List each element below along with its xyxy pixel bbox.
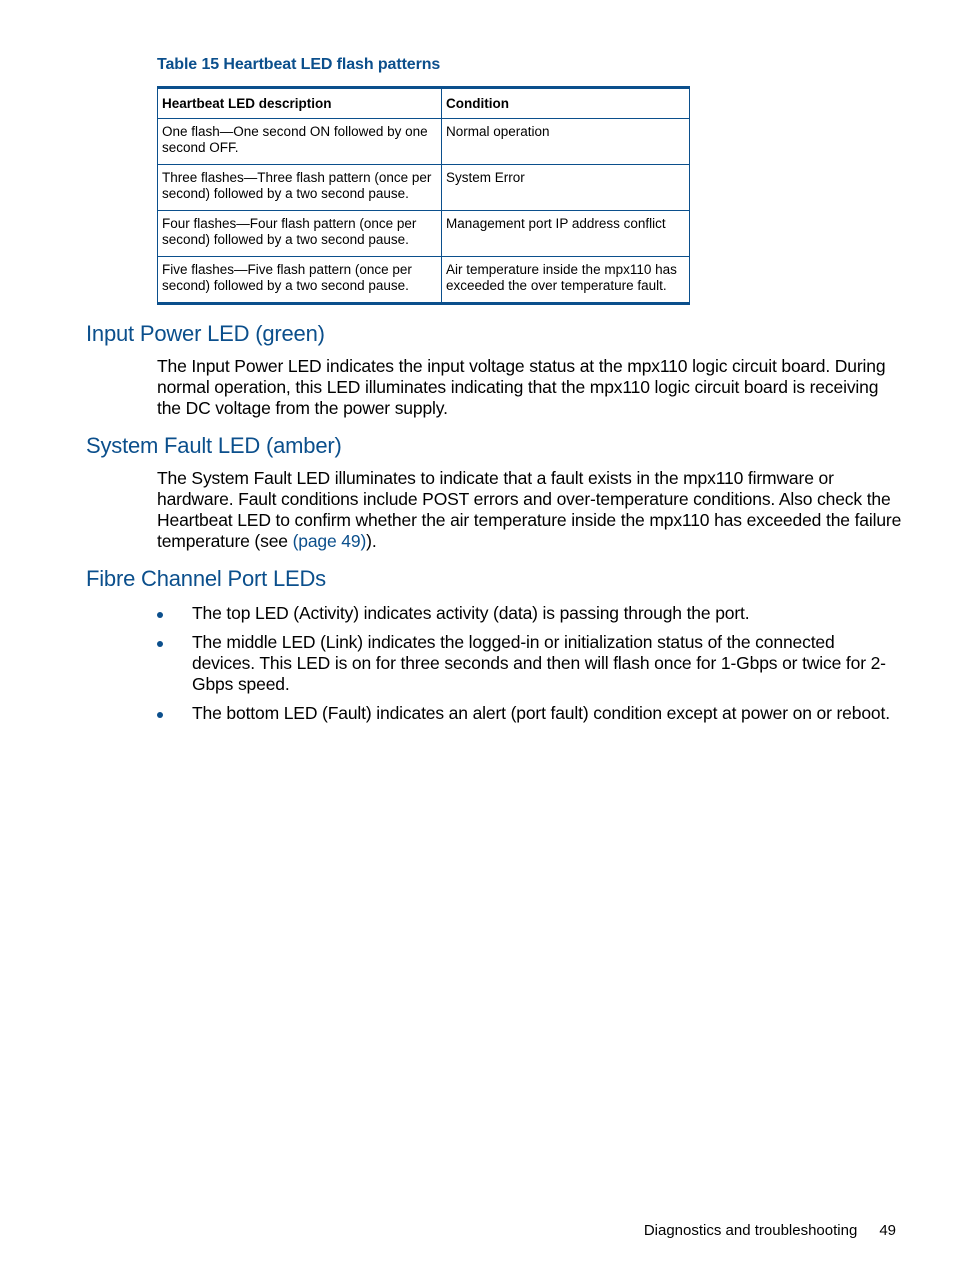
footer-section-title: Diagnostics and troubleshooting (643, 1222, 858, 1239)
column-header-description: Heartbeat LED description (158, 88, 442, 119)
cell-condition: Air temperature inside the mpx110 has exceeded the over temperature fault. (442, 257, 690, 304)
paragraph-input-power-led: The Input Power LED indicates the input voltage status at the mpx110 logic circuit board. During normal operation, this LED illuminates indicating that the mpx110 logic circuit board is receiving the DC voltage from the power supply. (157, 356, 886, 418)
table-row (158, 257, 690, 304)
heading-fibre-channel-port-leds: Fibre Channel Port LEDs (86, 566, 326, 591)
table-row (158, 165, 690, 211)
paragraph-text: The System Fault LED illuminates to indicate that a fault exists in the mpx110 firmware or hardware. Fault conditions include POST errors and over-temperature conditions. Also check the Heartbeat LED to confirm whether the air temperature inside the mpx110 has exceeded the failure temperature (see (157, 468, 902, 551)
bullet-icon (157, 612, 163, 618)
page-footer (644, 1222, 896, 1239)
heartbeat-led-table (157, 86, 690, 305)
list-item-text: The top LED (Activity) indicates activity (data) is passing through the port. (192, 603, 750, 623)
cell-condition: Normal operation (442, 119, 690, 165)
page-number: 49 (879, 1222, 896, 1239)
cell-description: Three flashes—Three flash pattern (once per second) followed by a two second pause. (158, 165, 442, 211)
bullet-icon (157, 712, 163, 718)
column-header-condition: Condition (442, 88, 690, 119)
cell-condition: Management port IP address conflict (442, 211, 690, 257)
list-item (157, 603, 902, 624)
table-caption: Table 15 Heartbeat LED flash patterns (157, 56, 441, 73)
paragraph-system-fault-led (157, 468, 902, 552)
list-item-text: The bottom LED (Fault) indicates an alert (port fault) condition except at power on or reboot. (192, 703, 890, 723)
table-row (158, 119, 690, 165)
cell-description: One flash—One second ON followed by one second OFF. (158, 119, 442, 165)
list-item-text: The middle LED (Link) indicates the logged-in or initialization status of the connected devices. This LED is on for three seconds and then will flash once for 1-Gbps or twice for 2-Gbps speed. (192, 632, 886, 694)
fibre-channel-led-list (157, 603, 902, 732)
page-49-link[interactable]: (page 49) (292, 531, 367, 551)
heading-system-fault-led: System Fault LED (amber) (86, 433, 342, 458)
cell-description: Four flashes—Four flash pattern (once per second) followed by a two second pause. (158, 211, 442, 257)
table-header-row (158, 88, 690, 119)
list-item (157, 703, 902, 724)
cell-description: Five flashes—Five flash pattern (once per second) followed by a two second pause. (158, 257, 442, 304)
table-row (158, 211, 690, 257)
paragraph-text-end: ). (366, 531, 377, 551)
heading-input-power-led: Input Power LED (green) (86, 321, 325, 346)
cell-condition: System Error (442, 165, 690, 211)
list-item (157, 632, 902, 695)
bullet-icon (157, 641, 163, 647)
